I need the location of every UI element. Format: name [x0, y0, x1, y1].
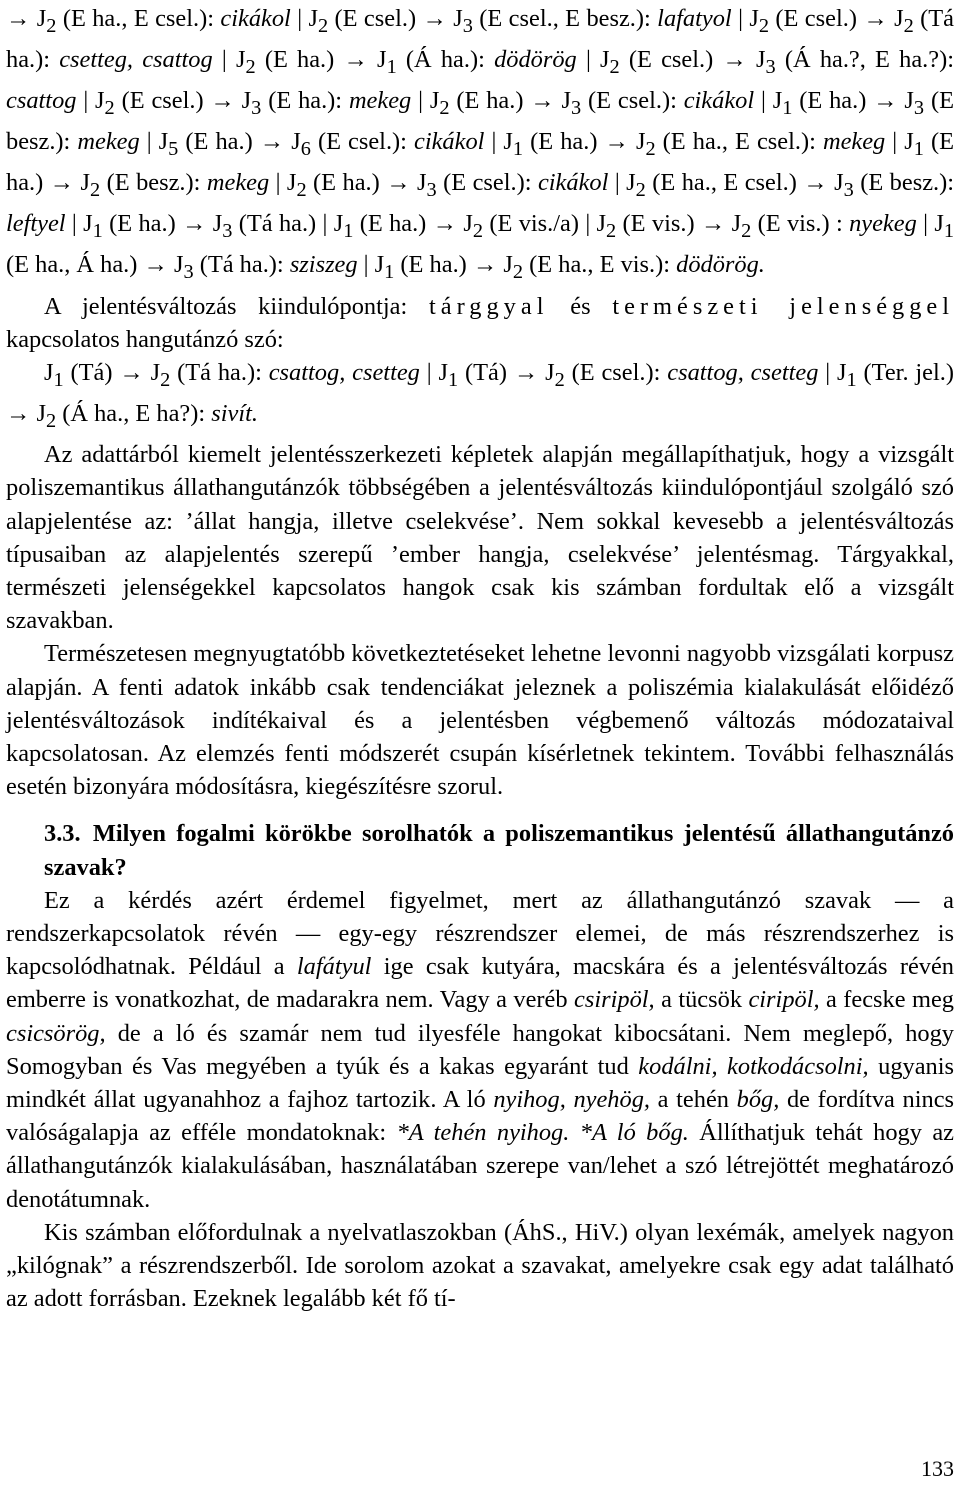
- section-heading: [6, 817, 954, 883]
- paragraph-derivations-2: $J_1$ (Tá) → $J_2$ (Tá ha.): csattog, csetteg | $J_1$ (Tá) → $J_2$ (E csel.): csattog, csetteg | $J_1$ (Ter. $jel.) \to J_2$ (Á ha., E ha?): sivít.: [6, 358, 955, 432]
- section-title: Milyen fogalmi körökbe sorolhatók a poliszemantikus jelentésű állathangutánzó szavak?: [44, 820, 954, 881]
- paragraph-conclusion-1: Az adattárból kiemelt jelentésszerkezeti képletek alapján megállapíthatjuk, hogy a vizsgált poliszemantikus állathangutánzók többségében a jelentésváltozás kiindulópontjául szolgáló szó alapjelentése az: ’állat hangja, illetve cselekvése’. Nem sokkal kevesebb a jelentésváltozás típusaiban az alapjelentés szerepű ’ember hangja, cselekvése’ jelentésmag. Tárgyakkal, természeti jelenségekkel kapcsolatos hangok csak kis számban fordultak elő a vizsgált szavakban.: [6, 441, 954, 635]
- page-number: 133: [921, 1456, 954, 1481]
- paragraph-starting-point: A jelentésváltozás kiindulópontja: tárggyal és természeti jelenséggel kapcsolatos hangutánzó szó:: [6, 292, 955, 353]
- paragraph-conclusion-2: Természetesen megnyugtatóbb következtetéseket lehetne levonni nagyobb vizsgálati korpusz alapján. A fenti adatok inkább csak tendenciákat jeleznek a poliszémia kialakulását előidéző jelentésváltozások indítékaival és a jelentésben végbemenő változás módozataival kapcsolatosan. Az elemzés fenti módszerét csupán kísérletnek tekintem. További felhasználás esetén bizonyára módosításra, kiegészítésre szorul.: [6, 640, 954, 801]
- paragraph-derivations-1: → $J_2$ (E ha., E csel.): cikákol | $J_2$ (E csel.) → $J_3$ (E csel., E besz.): lafatyol | $J_2$ (E csel.) → $J_2$ (Tá ha.): csetteg, csattog | $J_2$ (E $ha.) \to J_1$ (Á ha.): dödörög | $J_2$ (E csel.) → $J_3$ (Á ha.?, E ha.?): csattog | $J_2$ (E csel.) → $J_3$ (E ha.): mekeg | $J_2$ (E $ha.) \to J_3$ (E csel.): cikákol | $J_1$ (E $ha.) \to J_3$ (E besz.): mekeg | $J_5$ (E $ha.) \to J_6$ (E csel.): cikákol | $J_1$ (E $ha.) \to J_2$ (E ha., E csel.): mekeg | $J_1$ (E $ha.) \to J_2$ (E besz.): mekeg | $J_2$ (E $ha.) \to J_3$ (E csel.): cikákol | $J_2$ (E ha., E csel.) → $J_3$ (E besz.): leftyel | $J_1$ (E $ha.) \to J_3$ (Tá ha.) | $J_1$ (E $ha.) \to J_2$ (E vis./a) | $J_2$ (E $vis.) \to J_2$ (E vis.) : nyekeg | $J_1$ (E ha., Á $ha.) \to J_3$ (Tá ha.): sziszeg | $J_1$ (E $ha.) \to J_2$ (E ha., E vis.): dödörög.: [6, 5, 955, 284]
- section-number: 3.3.: [44, 820, 81, 848]
- document-page: [6, 2, 954, 1315]
- paragraph-semantic-fields: Ez a kérdés azért érdemel figyelmet, mert az állathangutánzó szavak — a rendszerkapcsolatok révén — egy-egy részrendszer elemei, de más részrendszerhez is kapcsolódhatnak. Például a lafátyul ige csak kutyára, macskára és a jelentésváltozás révén emberre is vonatkozhat, de madarakra nem. Vagy a veréb csiripöl, a tücsök ciripöl, a fecske meg csicsörög, de a ló és szamár nem tud ilyesféle hangokat kibocsátani. Nem meglepő, hogy Somogyban és Vas megyében a tyúk és a kakas egyaránt tud kodálni, kotkodácsolni, ugyanis mindkét állat ugyanahhoz a fajhoz tartozik. A ló nyihog, nyehög, a tehén bőg, de fordítva nincs valóságalapja az efféle mondatoknak: *A tehén nyihog. *A ló bőg. Állíthatjuk tehát hogy az állathangutánzók kialakulásában, használatában szerepe van/lehet a szó létrejöttét meghatározó denotátumnak.: [6, 886, 955, 1213]
- paragraph-rare-lexemes: Kis számban előfordulnak a nyelvatlaszokban (ÁhS., HiV.) olyan lexémák, amelyek nagyon „kilógnak” a részrendszerből. Ide sorolom azokat a szavakat, amelyekre csak egy adat található az adott forrásban. Ezeknek legalább két fő tí-: [6, 1218, 954, 1313]
